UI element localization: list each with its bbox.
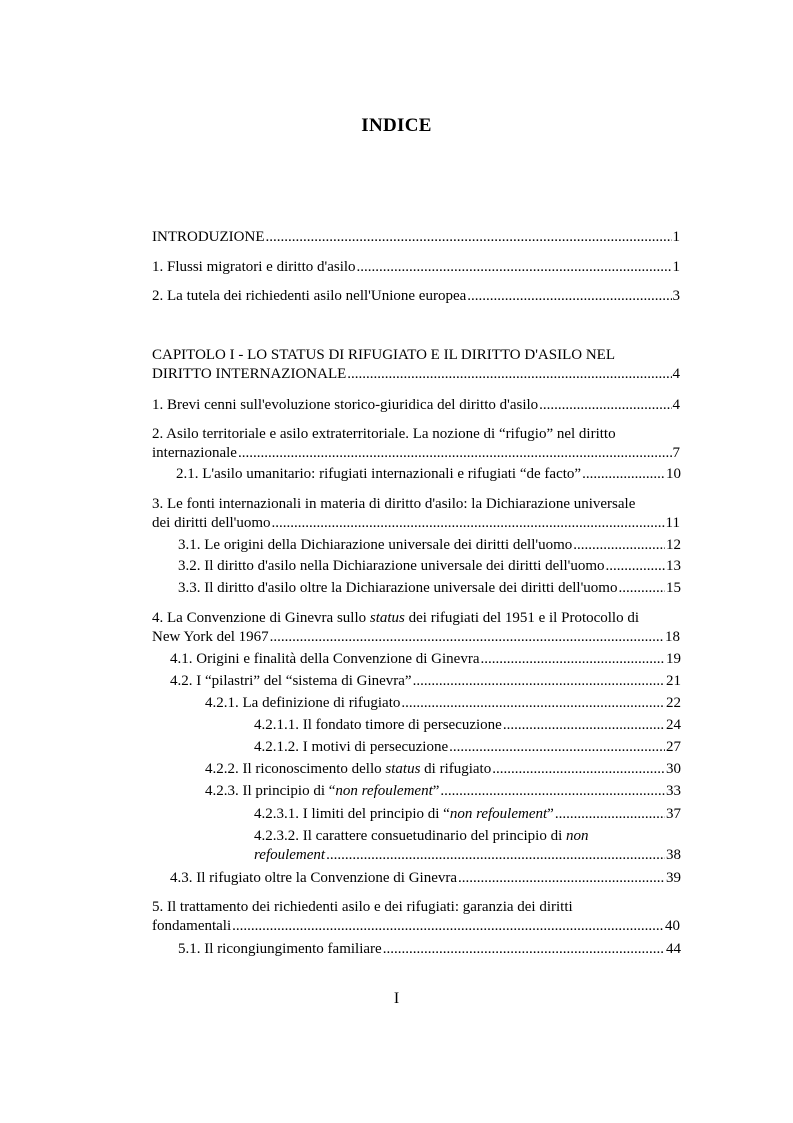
leader-dots bbox=[539, 396, 671, 415]
toc-label: 4.1. Origini e finalità della Convenzione di Ginevra bbox=[170, 651, 480, 667]
leader-dots bbox=[606, 557, 665, 576]
toc-page: 30 bbox=[666, 761, 681, 777]
toc-page: 10 bbox=[666, 466, 681, 482]
leader-dots bbox=[458, 869, 665, 888]
leader-dots bbox=[383, 940, 665, 959]
leader-dots bbox=[467, 287, 671, 306]
toc-entry-c4-2-1-2[interactable] bbox=[254, 738, 681, 757]
toc-entry-c4-2[interactable] bbox=[170, 672, 681, 691]
toc-entry-c4-2-2[interactable] bbox=[205, 760, 681, 779]
toc-label-line2: refoulement bbox=[254, 847, 326, 863]
toc-label: 2. La tutela dei richiedenti asilo nell'Unione europea bbox=[152, 288, 467, 304]
toc-label: 3.2. Il diritto d'asilo nella Dichiarazione universale dei diritti dell'uomo bbox=[178, 558, 605, 574]
leader-dots bbox=[618, 579, 665, 598]
page-number: I bbox=[393, 990, 400, 1007]
toc-label: 4.3. Il rifugiato oltre la Convenzione di Ginevra bbox=[170, 870, 457, 886]
leader-dots bbox=[555, 805, 665, 824]
toc-entry-c4-3[interactable] bbox=[170, 869, 681, 888]
toc-page: 4 bbox=[672, 366, 680, 382]
leader-dots bbox=[449, 738, 665, 757]
toc-page: 39 bbox=[666, 870, 681, 886]
leader-dots bbox=[238, 444, 672, 463]
toc-entry-c4-1[interactable] bbox=[170, 650, 681, 669]
toc-label bbox=[205, 782, 439, 801]
toc-page: 11 bbox=[665, 515, 680, 531]
toc-entry-c3-1[interactable] bbox=[178, 536, 681, 555]
toc-label: 1. Flussi migratori e diritto d'asilo bbox=[152, 259, 356, 275]
toc-entry-1[interactable] bbox=[152, 258, 680, 277]
toc-label-line1: 5. Il trattamento dei richiedenti asilo e dei rifugiati: garanzia dei diritti bbox=[152, 899, 573, 915]
toc-page: 13 bbox=[666, 558, 681, 574]
toc-entry-c4-2-3[interactable] bbox=[205, 782, 681, 801]
toc-page: 38 bbox=[666, 847, 681, 863]
leader-dots bbox=[440, 782, 665, 801]
toc-entry-c4-2-1[interactable] bbox=[205, 694, 681, 713]
toc-label-line1: CAPITOLO I - LO STATUS DI RIFUGIATO E IL DIRITTO D'ASILO NEL bbox=[152, 347, 616, 363]
toc-label bbox=[254, 805, 554, 824]
leader-dots bbox=[270, 628, 664, 647]
toc-entry-c3-3[interactable] bbox=[178, 579, 681, 598]
toc-entry-c2-1[interactable] bbox=[176, 465, 681, 484]
toc-page: 18 bbox=[665, 629, 680, 645]
toc-page: 24 bbox=[666, 717, 681, 733]
toc-label: INTRODUZIONE bbox=[152, 229, 265, 245]
text-italic: status bbox=[369, 610, 405, 626]
leader-dots bbox=[413, 672, 665, 691]
text-italic: non refoulement bbox=[335, 783, 433, 799]
leader-dots bbox=[481, 650, 666, 669]
leader-dots bbox=[265, 228, 671, 247]
toc-entry-c4-2-3-1[interactable] bbox=[254, 805, 681, 824]
toc-page: 21 bbox=[666, 673, 681, 689]
toc-label: 4.2.1.2. I motivi di persecuzione bbox=[254, 739, 449, 755]
toc-entry-introduzione[interactable] bbox=[152, 228, 680, 247]
toc-page: 1 bbox=[672, 229, 680, 245]
leader-dots bbox=[326, 846, 665, 865]
toc-label-line1: 3. Le fonti internazionali in materia di diritto d'asilo: la Dichiarazione universale bbox=[152, 496, 636, 512]
toc-page: 3 bbox=[672, 288, 680, 304]
toc-page: 22 bbox=[666, 695, 681, 711]
leader-dots bbox=[401, 694, 665, 713]
toc-label-line2: New York del 1967 bbox=[152, 629, 269, 645]
text-italic: non bbox=[565, 828, 589, 844]
text-part: 4.2.2. Il riconoscimento dello bbox=[205, 761, 386, 777]
toc-entry-c5-1[interactable] bbox=[178, 940, 681, 959]
toc-label: 5.1. Il ricongiungimento familiare bbox=[178, 941, 382, 957]
toc-page: 33 bbox=[666, 783, 681, 799]
text-part: 4. La Convenzione di Ginevra sullo bbox=[152, 610, 370, 626]
toc-page: 37 bbox=[666, 806, 681, 822]
leader-dots bbox=[573, 536, 665, 555]
leader-dots bbox=[582, 465, 665, 484]
toc-entry-c2[interactable] bbox=[152, 425, 680, 463]
toc-label: 2.1. L'asilo umanitario: rifugiati internazionali e rifugiati “de facto” bbox=[176, 466, 582, 482]
toc-page: 19 bbox=[666, 651, 681, 667]
leader-dots bbox=[347, 365, 671, 384]
text-part: 4.2.3.1. I limiti del principio di “ bbox=[254, 806, 450, 822]
toc-label: 4.2.1. La definizione di rifugiato bbox=[205, 695, 401, 711]
text-part: 4.2.3. Il principio di “ bbox=[205, 783, 336, 799]
toc-label bbox=[205, 760, 491, 779]
toc-label: 4.2.1.1. Il fondato timore di persecuzione bbox=[254, 717, 502, 733]
toc-entry-c4-2-3-2[interactable] bbox=[254, 827, 681, 865]
text-italic: non refoulement bbox=[449, 806, 548, 822]
toc-label-line2: internazionale bbox=[152, 445, 237, 461]
toc-page: 4 bbox=[672, 397, 680, 413]
toc-label-line1 bbox=[152, 609, 680, 628]
text-part: 4.2.3.2. Il carattere consuetudinario del principio di bbox=[254, 828, 566, 844]
text-italic: status bbox=[385, 761, 421, 777]
text-part: di rifugiato bbox=[420, 761, 492, 777]
toc-entry-c3[interactable] bbox=[152, 495, 680, 533]
toc-page: 27 bbox=[666, 739, 681, 755]
toc-entry-c4[interactable] bbox=[152, 609, 680, 647]
toc-label-line1: 2. Asilo territoriale e asilo extraterritoriale. La nozione di “rifugio” nel diritto bbox=[152, 426, 616, 442]
toc-entry-c1[interactable] bbox=[152, 396, 680, 415]
toc-entry-c5[interactable] bbox=[152, 898, 680, 936]
leader-dots bbox=[272, 514, 665, 533]
toc-entry-c3-2[interactable] bbox=[178, 557, 681, 576]
toc-label-line1 bbox=[254, 827, 681, 846]
toc-label: 3.1. Le origini della Dichiarazione universale dei diritti dell'uomo bbox=[178, 537, 573, 553]
toc-page: 1 bbox=[672, 259, 680, 275]
toc-entry-capitolo-1[interactable] bbox=[152, 346, 680, 384]
toc-page: 7 bbox=[672, 445, 680, 461]
toc-label: 1. Brevi cenni sull'evoluzione storico-giuridica del diritto d'asilo bbox=[152, 397, 539, 413]
toc-entry-c4-2-1-1[interactable] bbox=[254, 716, 681, 735]
text-part: ” bbox=[547, 806, 554, 822]
toc-page: 40 bbox=[665, 918, 680, 934]
text-part: ” bbox=[432, 783, 440, 799]
toc-label: 4.2. I “pilastri” del “sistema di Ginevra” bbox=[170, 673, 412, 689]
toc-label-line2: dei diritti dell'uomo bbox=[152, 515, 271, 531]
toc-page: 44 bbox=[666, 941, 681, 957]
leader-dots bbox=[357, 258, 672, 277]
leader-dots bbox=[492, 760, 665, 779]
toc-label-line2: DIRITTO INTERNAZIONALE bbox=[152, 366, 347, 382]
toc-label-line2: fondamentali bbox=[152, 918, 232, 934]
text-part: dei rifugiati del 1951 e il Protocollo di bbox=[404, 610, 640, 626]
toc-label: 3.3. Il diritto d'asilo oltre la Dichiarazione universale dei diritti dell'uomo bbox=[178, 580, 618, 596]
toc-page: 15 bbox=[666, 580, 681, 596]
toc-page: 12 bbox=[666, 537, 681, 553]
leader-dots bbox=[232, 917, 664, 936]
toc-entry-2[interactable] bbox=[152, 287, 680, 306]
leader-dots bbox=[503, 716, 665, 735]
page-title: INDICE bbox=[361, 115, 432, 136]
